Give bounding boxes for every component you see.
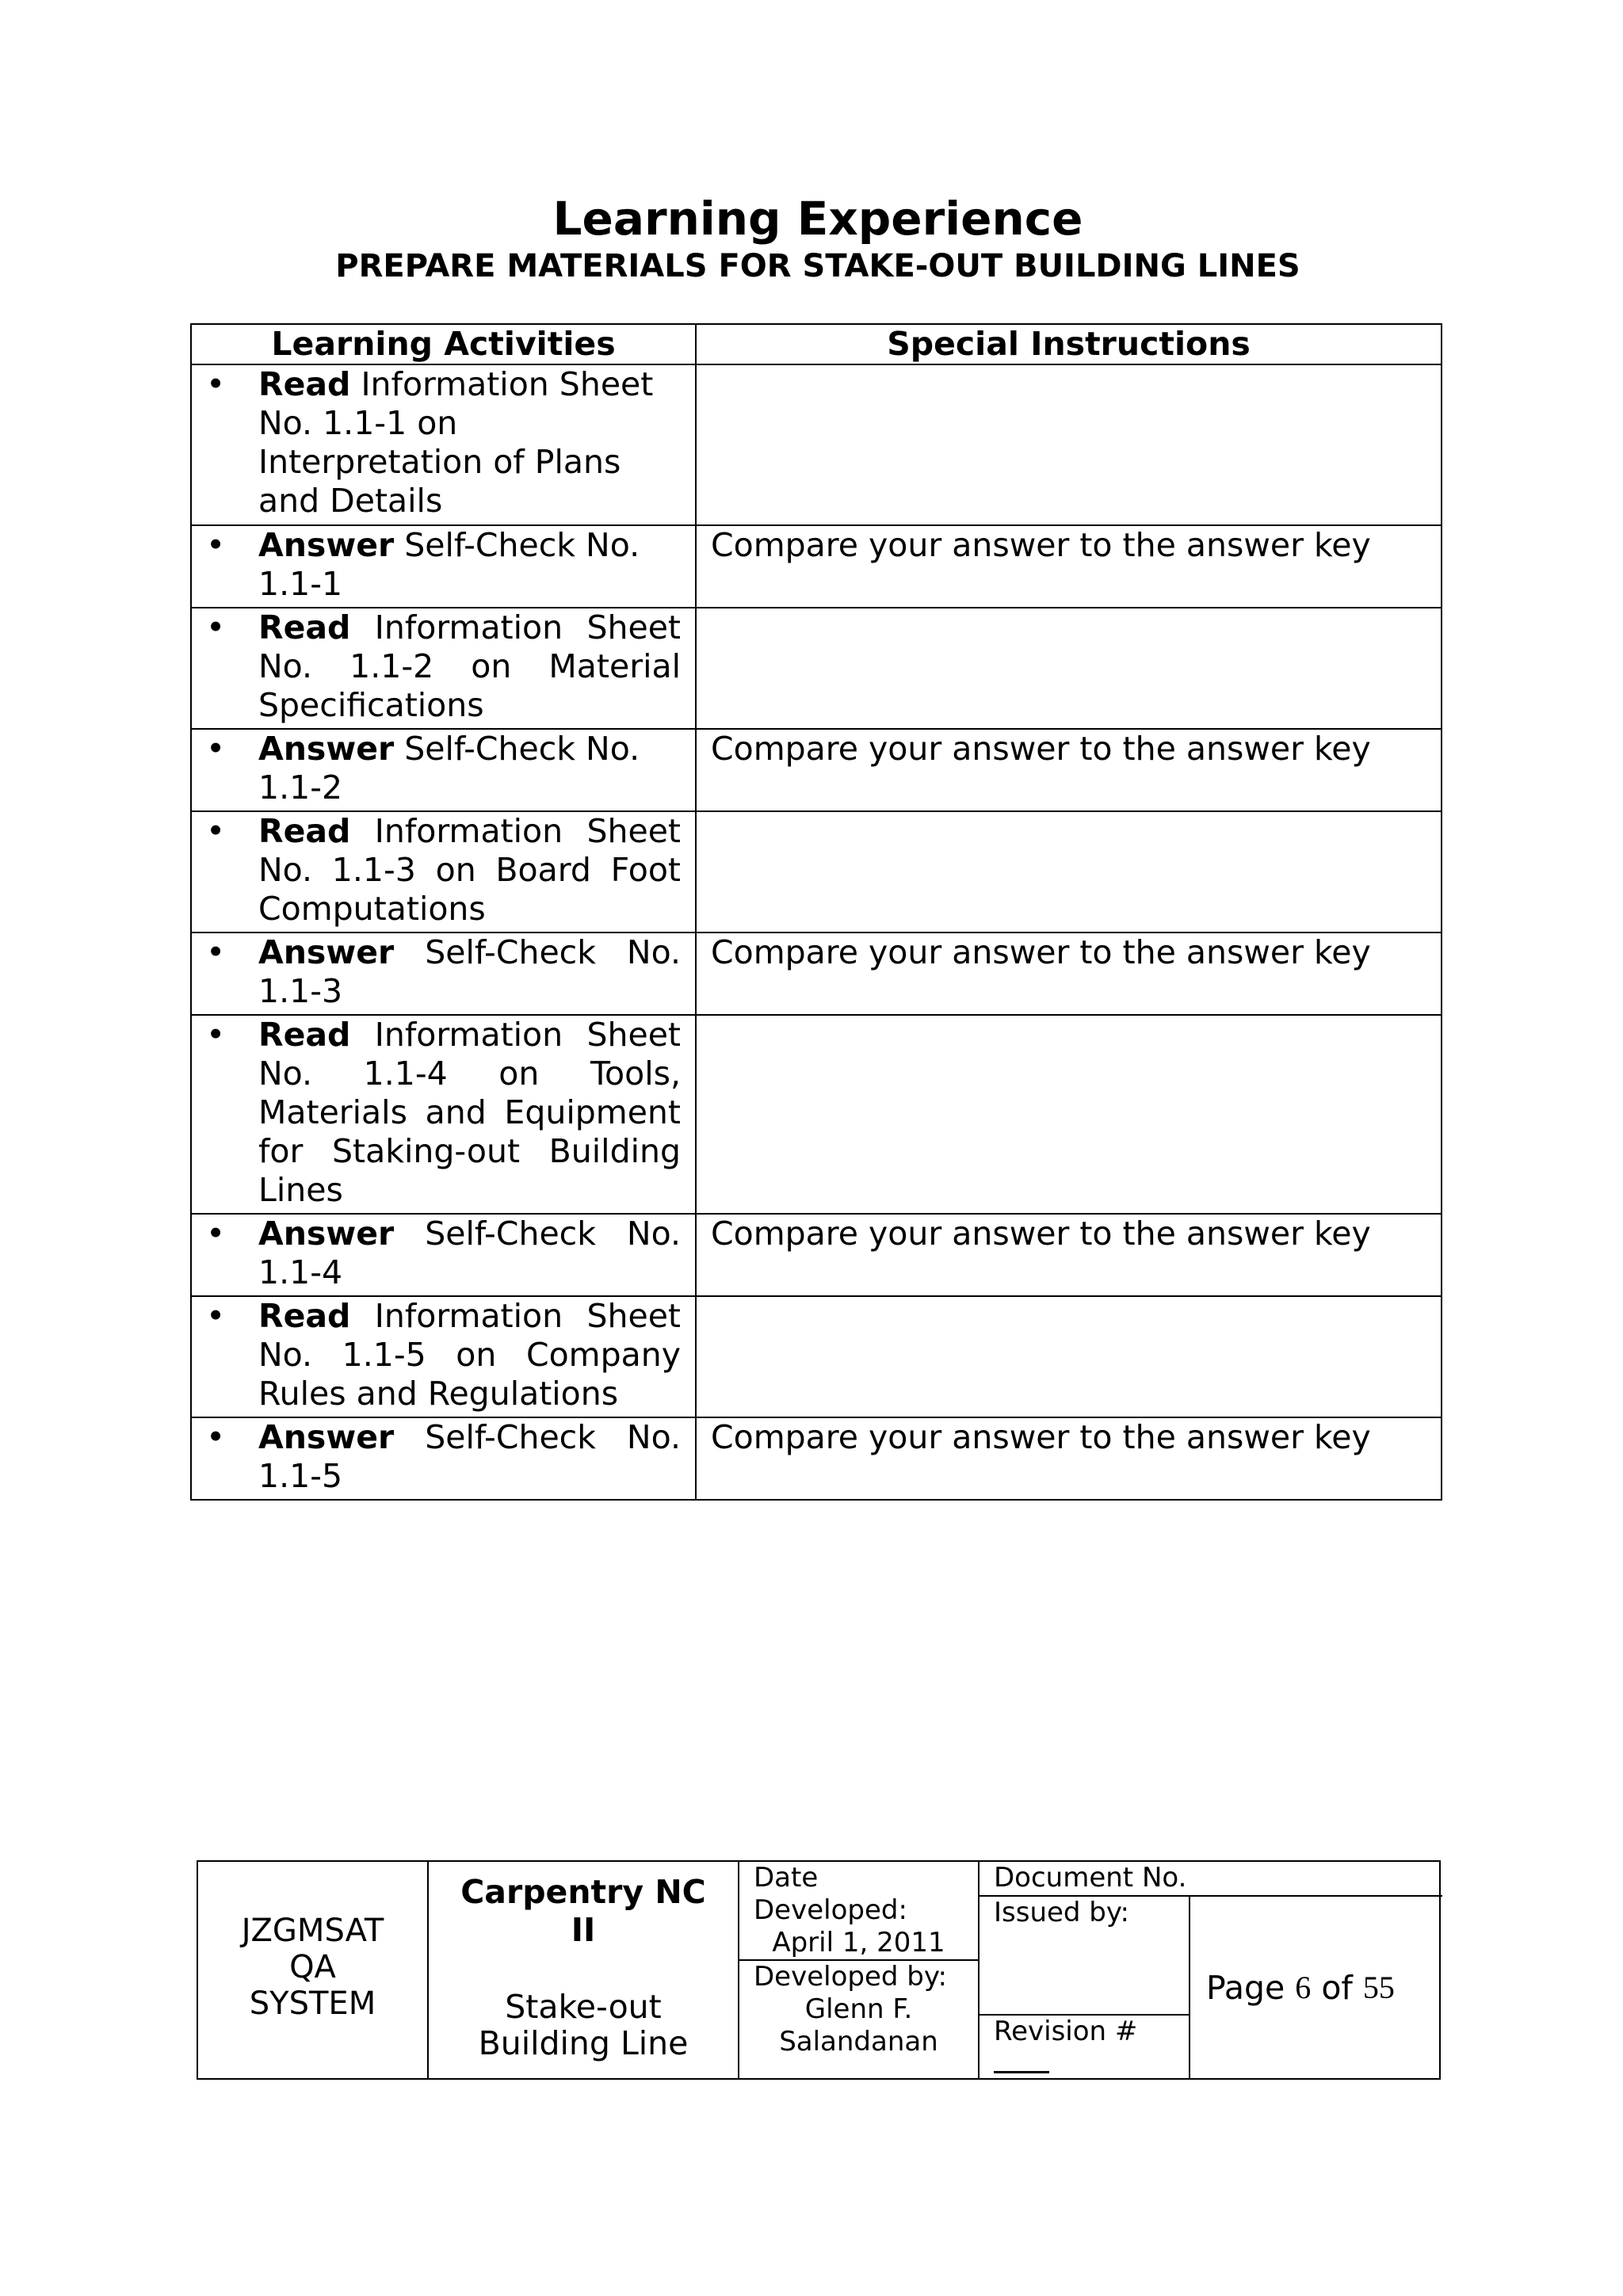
footer-document-cell [980,1862,1442,2078]
bullet-icon: • [206,1297,226,1335]
page-label: Page [1206,1968,1296,2007]
date-developed-label-2: Developed: [754,1894,907,1926]
bullet-icon: • [206,730,226,768]
activity-verb: Read [258,608,351,646]
date-developed-block [739,1862,978,1961]
activity-cell [191,525,696,608]
table-row [191,1214,1442,1296]
instruction-cell [696,811,1442,933]
activity-cell [191,811,696,933]
bullet-icon: • [206,812,226,850]
activity-cell [191,1417,696,1500]
page-number [1190,1897,1442,2078]
footer-system-cell [198,1862,429,2078]
instruction-cell [696,608,1442,729]
page-of-label: of [1311,1968,1363,2007]
instruction-cell [696,1015,1442,1214]
column-header-activities: Learning Activities [191,324,696,364]
table-row [191,364,1442,525]
course-title-line2: II [571,1911,596,1949]
activity-verb: Answer [258,1215,395,1253]
revision-blank-line [994,2071,1049,2073]
activity-cell [191,933,696,1015]
activity-verb: Read [258,812,351,850]
activity-text: Self-Check No. 1.1-5 [258,1418,681,1495]
instruction-text: Compare your answer to the answer key [711,933,1371,971]
table-row [191,1417,1442,1500]
revision-label: Revision # [994,2016,1138,2047]
activity-text: Self-Check No. 1.1-2 [258,730,640,807]
module-title-line2: Building Line [478,2024,689,2062]
table-row [191,729,1442,811]
developer-name-line1: Glenn F. [804,1993,913,2025]
activity-text: Information Sheet No. 1.1-1 on Interpretation of Plans and Details [258,365,654,520]
instruction-cell [696,729,1442,811]
activity-verb: Answer [258,730,395,768]
table-header-row [191,324,1442,364]
system-name-line1: JZGMSAT [241,1913,384,1949]
table-row [191,1296,1442,1417]
table-row [191,525,1442,608]
instruction-cell [696,364,1442,525]
activity-cell [191,1015,696,1214]
activity-cell [191,608,696,729]
system-name-line3: SYSTEM [249,1985,376,2022]
bullet-icon: • [206,1215,226,1253]
footer-dates-cell [739,1862,980,2078]
page-total: 55 [1362,1970,1395,2005]
issued-by-label: Issued by: [994,1897,1129,1928]
activity-cell [191,364,696,525]
table-row [191,1015,1442,1214]
module-title-line1: Stake-out [505,1988,662,2026]
activity-cell [191,729,696,811]
footer-course-cell [429,1862,739,2078]
table-row [191,608,1442,729]
instruction-text: Compare your answer to the answer key [711,1215,1371,1253]
instruction-cell [696,933,1442,1015]
activity-text: Information Sheet No. 1.1-4 on Tools, Materials and Equipment for Staking-out Building Lines [258,1016,681,1209]
activity-cell [191,1296,696,1417]
table-row [191,811,1442,933]
instruction-cell [696,1417,1442,1500]
learning-activities-table [190,323,1442,1501]
revision-box [980,2016,1190,2078]
activity-verb: Read [258,1297,351,1335]
activity-verb: Read [258,1016,351,1054]
date-developed-value: April 1, 2011 [772,1927,945,1958]
issued-by-box [980,1897,1190,2016]
instruction-cell [696,1296,1442,1417]
activity-cell [191,1214,696,1296]
activity-text: Information Sheet No. 1.1-5 on Company Rules and Regulations [258,1297,681,1413]
page-subtitle: PREPARE MATERIALS FOR STAKE-OUT BUILDING LINES [335,248,1300,284]
column-header-instructions: Special Instructions [696,324,1442,364]
developed-by-block [739,1961,978,2078]
bullet-icon: • [206,526,226,564]
instruction-cell [696,1214,1442,1296]
activity-verb: Answer [258,933,395,971]
page-title: Learning Experience [552,192,1083,246]
bullet-icon: • [206,365,226,403]
instruction-text: Compare your answer to the answer key [711,730,1371,768]
activity-text: Self-Check No. 1.1-3 [258,933,681,1010]
document-footer [197,1860,1441,2080]
instruction-text: Compare your answer to the answer key [711,1418,1371,1456]
page-current: 6 [1295,1970,1312,2005]
instruction-cell [696,525,1442,608]
bullet-icon: • [206,608,226,646]
activity-text: Information Sheet No. 1.1-2 on Material Specifications [258,608,681,724]
course-title-line1: Carpentry NC [460,1873,706,1911]
developer-name-line2: Salandanan [779,2026,938,2058]
date-developed-label-1: Date [754,1862,819,1894]
document-no-label: Document No. [980,1862,1442,1897]
instruction-text: Compare your answer to the answer key [711,526,1371,564]
bullet-icon: • [206,933,226,971]
activity-verb: Read [258,365,351,403]
activity-verb: Answer [258,526,395,564]
table-row [191,933,1442,1015]
activity-text: Information Sheet No. 1.1-3 on Board Foot Computations [258,812,681,928]
bullet-icon: • [206,1418,226,1456]
activity-text: Self-Check No. 1.1-4 [258,1215,681,1291]
system-name-line2: QA [289,1949,336,1985]
bullet-icon: • [206,1016,226,1054]
activity-verb: Answer [258,1418,395,1456]
developed-by-label: Developed by: [754,1961,947,1993]
activity-text: Self-Check No. 1.1-1 [258,526,640,603]
